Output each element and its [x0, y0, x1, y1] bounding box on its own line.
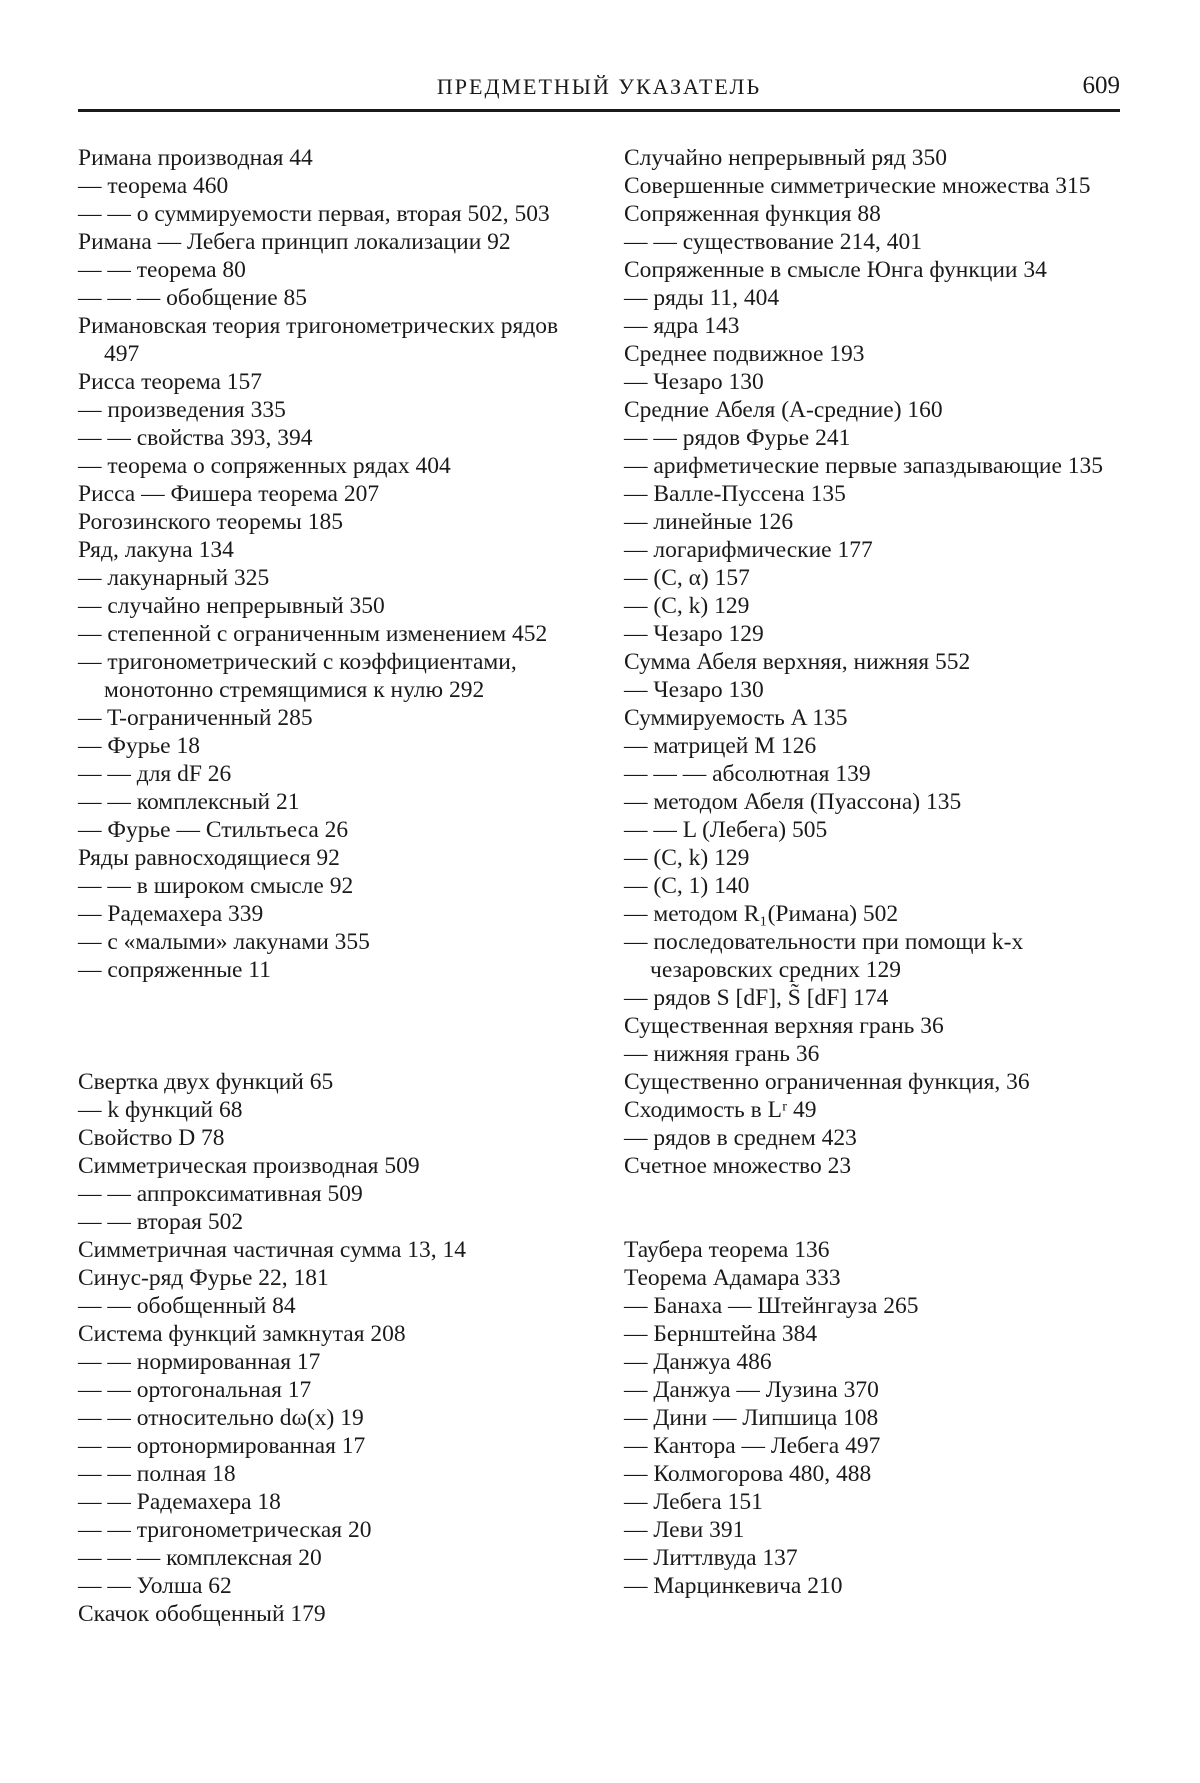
index-entry: Сходимость в Lʳ 49: [624, 1097, 817, 1123]
index-entry: — ряды 11, 404: [624, 285, 780, 311]
index-entry: Случайно непрерывный ряд 350: [624, 145, 948, 171]
index-entry: — Чезаро 130: [624, 677, 764, 703]
index-entry: — — о суммируемости первая, вторая 502, 503: [78, 201, 550, 227]
index-entry: — (C, 1) 140: [624, 873, 750, 899]
index-entry: — последовательности при помощи k-x чезаровских средних 129: [624, 929, 1024, 983]
index-entry: — — — обобщение 85: [78, 285, 308, 311]
index-entry: — — рядов Фурье 241: [624, 425, 851, 451]
index-entry: — методом Абеля (Пуассона) 135: [624, 789, 962, 815]
index-entry: — теорема о сопряженных рядах 404: [78, 453, 451, 479]
section-gap: [78, 984, 583, 1068]
page-number: 609: [1082, 72, 1120, 99]
index-entry: Система функций замкнутая 208: [78, 1321, 406, 1347]
index-entry: — линейные 126: [624, 509, 794, 535]
index-entry: — случайно непрерывный 350: [78, 593, 385, 619]
index-entry: — Литтлвуда 137: [624, 1545, 798, 1571]
index-entry: — k функций 68: [78, 1097, 243, 1123]
index-entry: — — вторая 502: [78, 1209, 244, 1235]
index-entry: — Фурье 18: [78, 733, 200, 759]
index-entry: Свертка двух функций 65: [78, 1069, 334, 1095]
index-entry: — — комплексный 21: [78, 789, 300, 815]
index-entry: — сопряженные 11: [78, 957, 271, 983]
index-entry: Счетное множество 23: [624, 1153, 852, 1179]
index-entry: — (C, k) 129: [624, 845, 750, 871]
index-entry: Ряд, лакуна 134: [78, 537, 234, 563]
index-entry: — — существование 214, 401: [624, 229, 923, 255]
index-entry: — (C, α) 157: [624, 565, 750, 591]
running-title: ПРЕДМЕТНЫЙ УКАЗАТЕЛЬ: [436, 74, 762, 99]
section-gap: [624, 1180, 1124, 1236]
index-entry: Сумма Абеля верхняя, нижняя 552: [624, 649, 971, 675]
index-entry: Римана производная 44: [78, 145, 313, 171]
index-entry: — — в широком смысле 92: [78, 873, 354, 899]
index-entry: — — ортонормированная 17: [78, 1433, 366, 1459]
index-entry: — Данжуа — Лузина 370: [624, 1377, 879, 1403]
index-entry: Сопряженные в смысле Юнга функции 34: [624, 257, 1047, 283]
index-entry: — рядов в среднем 423: [624, 1125, 857, 1151]
index-entry: — логарифмические 177: [624, 537, 873, 563]
index-entry: — Валле-Пуссена 135: [624, 481, 846, 507]
index-group-r: [78, 144, 583, 984]
index-entry: Совершенные симметрические множества 315: [624, 173, 1091, 199]
right-column: [624, 144, 1124, 1600]
index-entry: — — относительно dω(x) 19: [78, 1405, 364, 1431]
index-entry: — с «малыми» лакунами 355: [78, 929, 370, 955]
index-entry: Симметрическая производная 509: [78, 1153, 420, 1179]
index-entry: Среднее подвижное 193: [624, 341, 865, 367]
index-entry: — — обобщенный 84: [78, 1293, 296, 1319]
index-entry: — — — абсолютная 139: [624, 761, 871, 787]
index-entry: Рисса теорема 157: [78, 369, 262, 395]
index-entry: — Радемахера 339: [78, 901, 264, 927]
index-entry: Свойство D 78: [78, 1125, 225, 1151]
index-entry: — T-ограниченный 285: [78, 705, 313, 731]
index-entry: Существенно ограниченная функция, 36: [624, 1069, 1030, 1095]
index-entry: Сопряженная функция 88: [624, 201, 881, 227]
index-entry: — — ортогональная 17: [78, 1377, 312, 1403]
index-entry: — — нормированная 17: [78, 1349, 321, 1375]
index-entry: Ряды равносходящиеся 92: [78, 845, 340, 871]
index-entry: Римана — Лебега принцип локализации 92: [78, 229, 511, 255]
index-entry: Синус-ряд Фурье 22, 181: [78, 1265, 329, 1291]
index-entry: — Лебега 151: [624, 1489, 763, 1515]
index-entry: Рогозинского теоремы 185: [78, 509, 343, 535]
page-header: [78, 70, 1120, 110]
index-entry: — Кантора — Лебега 497: [624, 1433, 881, 1459]
index-entry: — тригонометрический с коэффициентами, монотонно стремящимися к нулю 292: [78, 649, 517, 703]
index-entry: — — тригонометрическая 20: [78, 1517, 372, 1543]
index-entry: — Чезаро 129: [624, 621, 764, 647]
index-entry: — (C, k) 129: [624, 593, 750, 619]
index-entry: — Бернштейна 384: [624, 1321, 818, 1347]
index-entry: Рисса — Фишера теорема 207: [78, 481, 380, 507]
index-entry: — Данжуа 486: [624, 1349, 772, 1375]
index-entry: — Леви 391: [624, 1517, 745, 1543]
index-entry: — — свойства 393, 394: [78, 425, 313, 451]
index-entry: — Дини — Липшица 108: [624, 1405, 879, 1431]
index-entry: — арифметические первые запаздывающие 135: [624, 453, 1104, 479]
index-entry: — — Радемахера 18: [78, 1489, 281, 1515]
index-entry: — рядов S [dF], S̃ [dF] 174: [624, 985, 889, 1011]
index-entry: — Марцинкевича 210: [624, 1573, 843, 1599]
index-entry: — степенной с ограниченным изменением 452: [78, 621, 548, 647]
index-entry: — теорема 460: [78, 173, 229, 199]
index-entry: — — — комплексная 20: [78, 1545, 322, 1571]
index-entry: — — теорема 80: [78, 257, 246, 283]
index-entry: Симметричная частичная сумма 13, 14: [78, 1237, 467, 1263]
index-entry: — Чезаро 130: [624, 369, 764, 395]
index-entry: Таубера теорема 136: [624, 1237, 830, 1263]
index-entry: — Фурье — Стильтьеса 26: [78, 817, 349, 843]
index-group-s-cont: [624, 144, 1124, 1180]
index-entry: Римановская теория тригонометрических рядов 497: [78, 313, 559, 367]
index-group-s: [78, 1068, 583, 1628]
index-entry: Скачок обобщенный 179: [78, 1601, 326, 1627]
index-entry: — лакунарный 325: [78, 565, 270, 591]
index-entry: — матрицей M 126: [624, 733, 817, 759]
index-entry: Суммируемость A 135: [624, 705, 848, 731]
index-entry: — — L (Лебега) 505: [624, 817, 828, 843]
index-group-t: [624, 1236, 1124, 1600]
index-entry: — Банаха — Штейнгауза 265: [624, 1293, 919, 1319]
index-entry: — — полная 18: [78, 1461, 236, 1487]
index-entry: — Колмогорова 480, 488: [624, 1461, 872, 1487]
index-entry: Теорема Адамара 333: [624, 1265, 841, 1291]
index-entry: — — аппроксимативная 509: [78, 1181, 363, 1207]
left-column: [78, 144, 583, 1628]
index-entry: Средние Абеля (A-средние) 160: [624, 397, 943, 423]
index-entry: — произведения 335: [78, 397, 286, 423]
header-rule: [78, 109, 1120, 112]
index-entry: — — для dF 26: [78, 761, 232, 787]
index-entry: Существенная верхняя грань 36: [624, 1013, 944, 1039]
index-entry: — ядра 143: [624, 313, 740, 339]
index-entry: — нижняя грань 36: [624, 1041, 820, 1067]
index-entry: — — Уолша 62: [78, 1573, 232, 1599]
index-entry: — методом R₁(Римана) 502: [624, 901, 899, 927]
